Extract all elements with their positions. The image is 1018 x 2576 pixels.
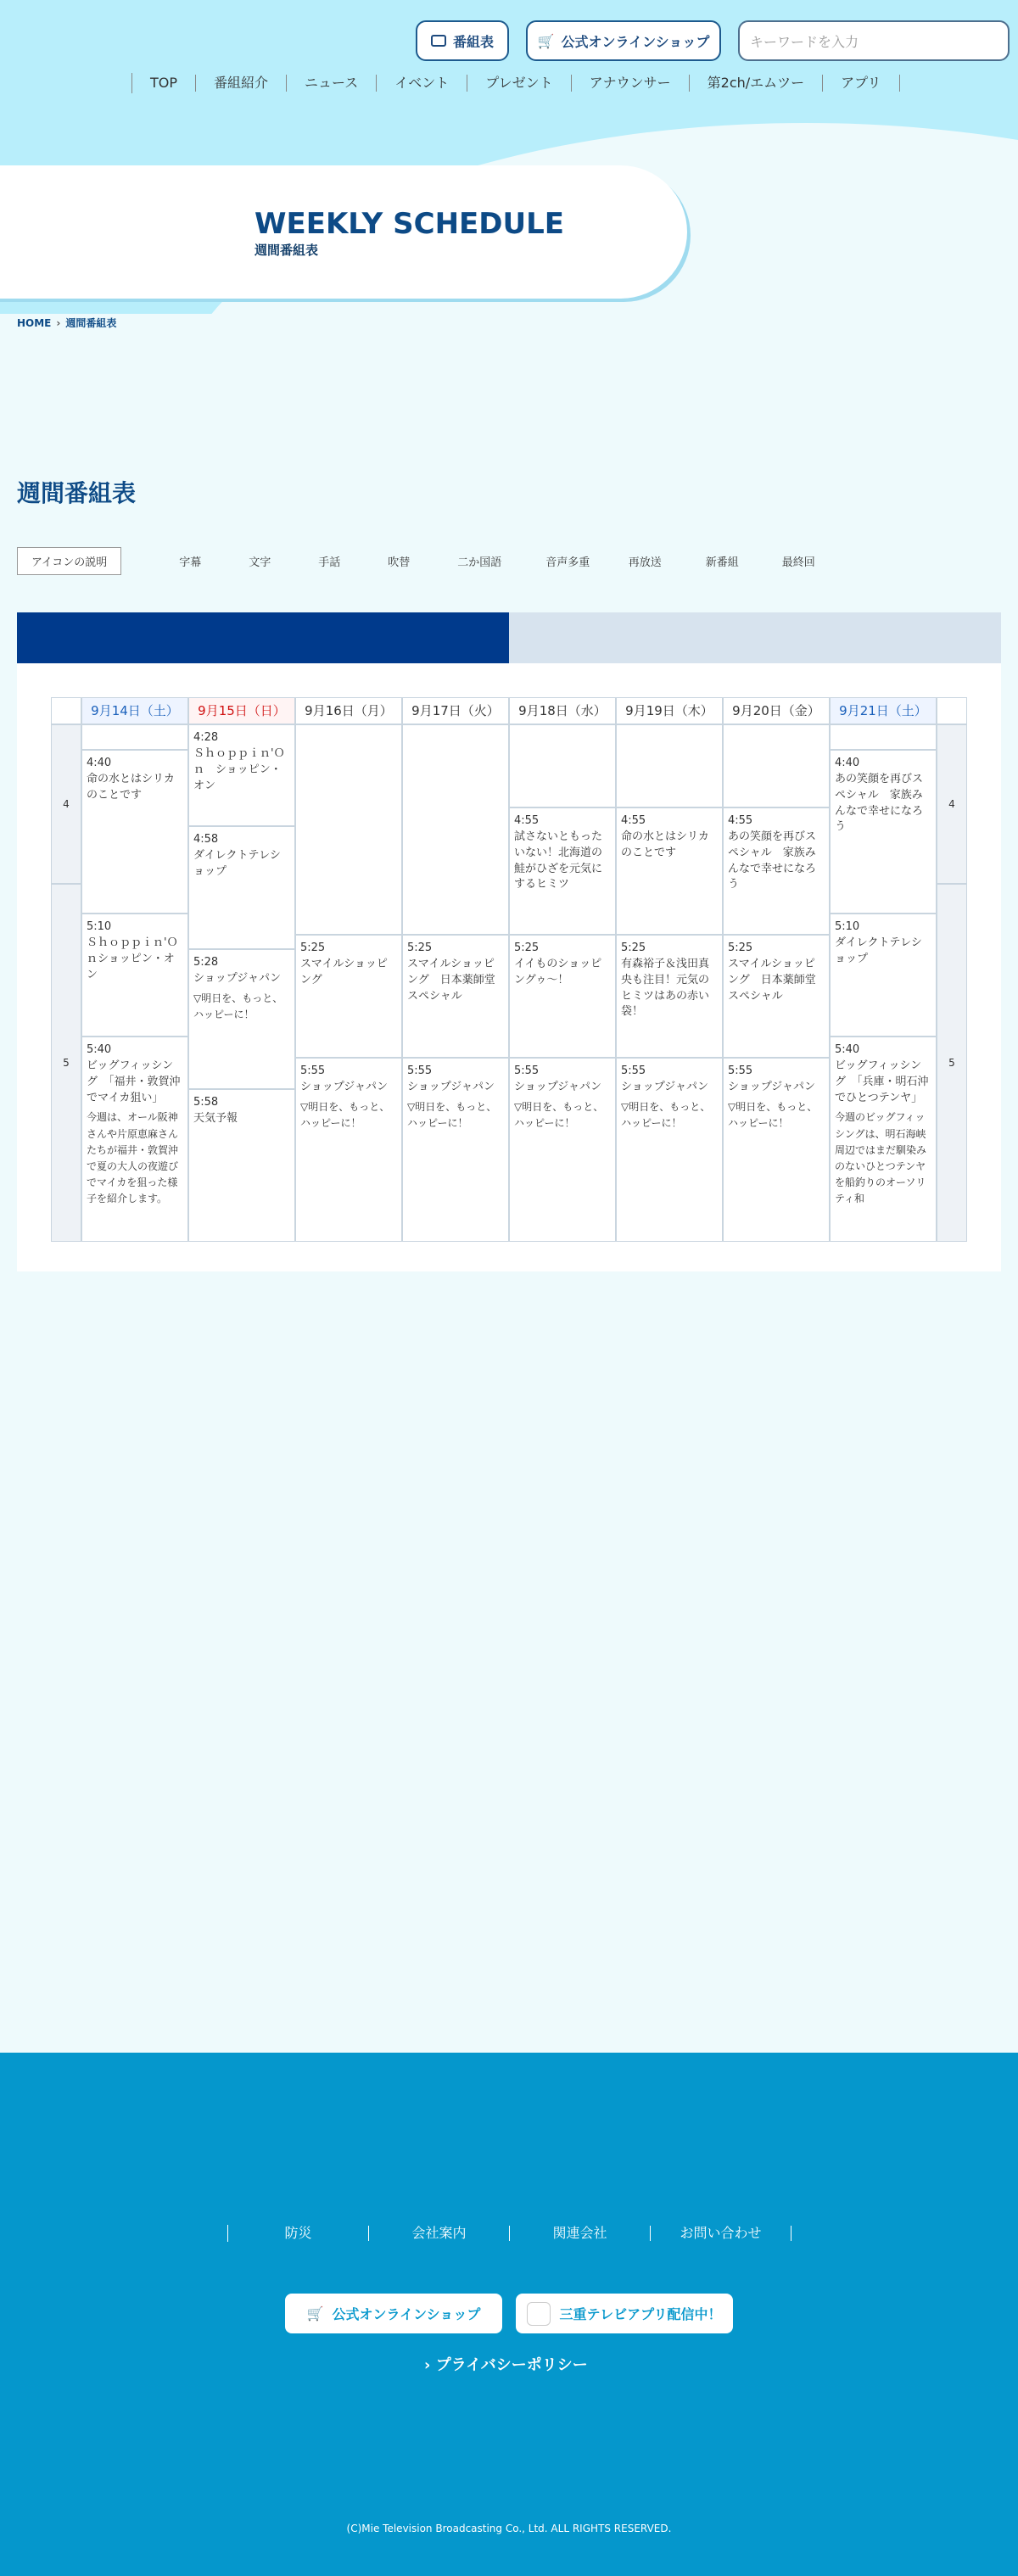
page-title-jp: 週間番組表: [255, 243, 319, 258]
program-time: 5:10: [835, 920, 860, 933]
legend-text: 文字: [249, 556, 271, 569]
program-title: ダイレクトテレショップ: [835, 936, 922, 965]
program-cell[interactable]: [295, 935, 402, 1058]
program-title: スマイルショッピング: [300, 957, 388, 986]
empty-slot: [830, 724, 937, 750]
program-time: 5:55: [407, 1064, 433, 1077]
channel-tabs: [17, 612, 1001, 663]
program-time: 5:40: [87, 1043, 112, 1056]
program-time: 5:55: [514, 1064, 540, 1077]
program-time: 5:40: [835, 1043, 860, 1056]
program-title: Ｓｈｏｐｐｉｎ'Ｏｎショッピン・オン: [87, 936, 178, 981]
program-desc: ▽明日を、もっと、ハッピーに！: [300, 1100, 390, 1129]
program-time: 4:55: [728, 814, 753, 827]
breadcrumb: [17, 316, 116, 330]
program-title: ビッグフィッシング 「福井・敦賀沖でマイカ狙い」: [87, 1059, 181, 1104]
nav-app[interactable]: アプリ: [823, 75, 899, 92]
program-time: 4:40: [835, 757, 860, 769]
legend-rerun: 再放送: [628, 556, 662, 569]
day-header: 9月21日（土）: [830, 697, 937, 724]
program-schedule-label: 番組表: [452, 33, 494, 50]
legend-subtitles: 字幕: [179, 556, 202, 569]
search-placeholder: キーワードを入力: [750, 33, 859, 50]
nav-2ch[interactable]: 第2ch/エムツー: [690, 75, 824, 92]
legend-dubbed: 吹替: [388, 556, 411, 569]
program-time: 5:25: [300, 942, 326, 954]
hour-cell: 5: [937, 884, 967, 1242]
program-title: ショップジャパン: [300, 1080, 388, 1093]
cart-icon: 🛒: [537, 32, 555, 49]
nav-present[interactable]: プレゼント: [467, 75, 571, 92]
day-header: 9月15日（日）: [188, 697, 295, 724]
program-cell[interactable]: [509, 807, 616, 935]
program-cell[interactable]: [188, 826, 295, 949]
program-time: 4:40: [87, 757, 112, 769]
program-cell[interactable]: [509, 935, 616, 1058]
footer-app-label: 三重テレビアプリ配信中！: [559, 2306, 722, 2322]
program-cell[interactable]: [830, 914, 937, 1037]
day-header: 9月18日（水）: [509, 697, 616, 724]
footer-link-affiliates[interactable]: 関連会社: [510, 2226, 651, 2241]
program-time: 5:55: [621, 1064, 646, 1077]
day-header: 9月16日（月）: [295, 697, 402, 724]
global-nav: [131, 73, 900, 93]
program-cell[interactable]: [81, 1037, 188, 1242]
empty-slot: [402, 724, 509, 935]
program-cell[interactable]: [188, 1089, 295, 1242]
tv-icon: [431, 35, 446, 47]
program-cell[interactable]: [188, 724, 295, 826]
breadcrumb-current: 週間番組表: [65, 317, 117, 329]
breadcrumb-home[interactable]: HOME: [17, 317, 52, 329]
program-cell[interactable]: [830, 750, 937, 914]
program-desc: ▽明日を、もっと、ハッピーに！: [621, 1100, 711, 1129]
program-title: 命の水とはシリカのことです: [621, 830, 709, 859]
program-title: 天気予報: [193, 1111, 238, 1125]
program-title: 命の水とはシリカのことです: [87, 772, 175, 802]
page-title-en: WEEKLY SCHEDULE: [255, 207, 564, 241]
footer-shop-label: 公式オンラインショップ: [332, 2306, 481, 2322]
program-title: 有森裕子＆浅田真央も注目！元気のヒミツはあの赤い袋！: [621, 957, 710, 1019]
empty-slot: [81, 724, 188, 750]
program-time: 5:55: [300, 1064, 326, 1077]
program-schedule-button[interactable]: [416, 20, 509, 61]
program-title: あの笑顔を再びスペシャル 家族みんなで幸せになろう: [728, 830, 817, 891]
program-cell[interactable]: [723, 807, 830, 935]
schedule-grid: [51, 697, 967, 1242]
footer-link-company[interactable]: 会社案内: [369, 2226, 510, 2241]
nav-announcers[interactable]: アナウンサー: [572, 75, 690, 92]
program-cell[interactable]: [402, 935, 509, 1058]
program-cell[interactable]: [616, 1058, 723, 1242]
program-title: Ｓｈｏｐｐｉｎ'Ｏｎ ショッピン・オン: [193, 746, 285, 792]
nav-programs[interactable]: 番組紹介: [196, 75, 287, 92]
program-desc: ▽明日を、もっと、ハッピーに！: [514, 1100, 604, 1129]
copyright: (C)Mie Television Broadcasting Co., Ltd. ALL RIGHTS RESERVED.: [346, 2523, 672, 2534]
cart-icon: 🛒: [306, 2305, 324, 2322]
legend-final: 最終回: [781, 556, 815, 569]
program-cell[interactable]: [81, 914, 188, 1037]
program-desc: ▽明日を、もっと、ハッピーに！: [728, 1100, 818, 1129]
footer-background: [0, 2053, 1018, 2576]
program-cell[interactable]: [188, 949, 295, 1089]
chevron-right-icon: ›: [424, 2356, 431, 2374]
program-title: ダイレクトテレショップ: [193, 848, 281, 878]
nav-events[interactable]: イベント: [377, 75, 467, 92]
footer-shop-button[interactable]: [285, 2294, 502, 2333]
program-time: 5:25: [621, 942, 646, 954]
empty-slot: [509, 724, 616, 807]
program-cell[interactable]: [616, 935, 723, 1058]
program-time: 5:25: [514, 942, 540, 954]
hour-cell: 5: [51, 884, 81, 1242]
program-time: 4:28: [193, 731, 219, 744]
legend-new: 新番組: [705, 556, 739, 569]
empty-slot: [295, 724, 402, 935]
program-time: 4:55: [514, 814, 540, 827]
program-time: 5:28: [193, 956, 219, 969]
privacy-link[interactable]: [424, 2353, 588, 2375]
program-time: 5:55: [728, 1064, 753, 1077]
program-cell[interactable]: [509, 1058, 616, 1242]
program-title: ショップジャパン: [621, 1080, 708, 1093]
program-title: スマイルショッピング 日本薬師堂スペシャル: [407, 957, 495, 1003]
program-desc: 今週は、オール阪神さんや片原恵麻さんたちが福井・敦賀沖で夏の大人の夜遊びでマイカを狙った様子を紹介します。: [87, 1111, 179, 1205]
program-time: 4:58: [193, 833, 219, 846]
hour-cell: 4: [937, 724, 967, 884]
program-cell[interactable]: [402, 1058, 509, 1242]
icon-legend-bar: [17, 547, 832, 575]
online-shop-button[interactable]: [526, 20, 721, 61]
icon-legend-button[interactable]: アイコンの説明: [17, 547, 121, 575]
day-header: 9月17日（火）: [402, 697, 509, 724]
nav-top[interactable]: TOP: [132, 75, 196, 92]
hour-cell: 4: [51, 724, 81, 884]
legend-sign-language: 手話: [318, 556, 341, 569]
program-title: ビッグフィッシング 「兵庫・明石沖でひとつテンヤ」: [835, 1059, 929, 1104]
program-desc: ▽明日を、もっと、ハッピーに！: [193, 992, 283, 1020]
program-cell[interactable]: [723, 1058, 830, 1242]
footer-nav: [227, 2225, 791, 2242]
program-desc: 今週のビッグフィッシングは、明石海峡周辺ではまだ馴染みのないひとつテンヤを船釣りのオーソリティ和: [835, 1111, 927, 1205]
program-time: 5:10: [87, 920, 112, 933]
footer-app-button[interactable]: [516, 2294, 733, 2333]
legend-bilingual: 二か国語: [457, 556, 502, 569]
program-title: スマイルショッピング 日本薬師堂スペシャル: [728, 957, 816, 1003]
day-header: 9月14日（土）: [81, 697, 188, 724]
program-title: ショップジャパン: [407, 1080, 495, 1093]
program-time: 5:25: [407, 942, 433, 954]
footer-link-contact[interactable]: お問い合わせ: [651, 2226, 791, 2241]
program-cell[interactable]: [616, 807, 723, 935]
schedule-panel: [17, 663, 1001, 1271]
program-title: イイものショッピングゥ～！: [514, 957, 602, 986]
day-header: 9月20日（金）: [723, 697, 830, 724]
program-cell[interactable]: [723, 935, 830, 1058]
empty-slot: [723, 724, 830, 807]
app-icon: [527, 2302, 551, 2326]
program-title: ショップジャパン: [514, 1080, 601, 1093]
nav-news[interactable]: ニュース: [287, 75, 377, 92]
program-desc: ▽明日を、もっと、ハッピーに！: [407, 1100, 497, 1129]
online-shop-label: 公式オンラインショップ: [561, 33, 710, 50]
tab-main-channel[interactable]: [17, 612, 509, 663]
program-title: ショップジャパン: [728, 1080, 815, 1093]
search-input[interactable]: [738, 20, 1010, 61]
day-header: 9月19日（木）: [616, 697, 723, 724]
program-time: 5:58: [193, 1096, 219, 1109]
tab-sub-channel[interactable]: [509, 612, 1001, 663]
hour-header-left: [51, 697, 81, 724]
program-title: ショップジャパン: [193, 971, 281, 985]
hour-header-right: [937, 697, 967, 724]
program-cell[interactable]: [81, 750, 188, 914]
program-cell[interactable]: [295, 1058, 402, 1242]
legend-multiplex: 音声多重: [545, 556, 590, 569]
section-heading: 週間番組表: [17, 479, 137, 507]
chevron-right-icon: ›: [56, 317, 61, 329]
empty-slot: [616, 724, 723, 807]
program-time: 4:55: [621, 814, 646, 827]
program-title: 試さないともったいない！北海道の鮭がひざを元気にするヒミツ: [514, 830, 603, 891]
privacy-label: プライバシーポリシー: [435, 2356, 588, 2374]
program-cell[interactable]: [830, 1037, 937, 1242]
footer-link-disaster[interactable]: 防災: [228, 2226, 369, 2241]
program-title: あの笑顔を再びスペシャル 家族みんなで幸せになろう: [835, 772, 924, 834]
program-time: 5:25: [728, 942, 753, 954]
